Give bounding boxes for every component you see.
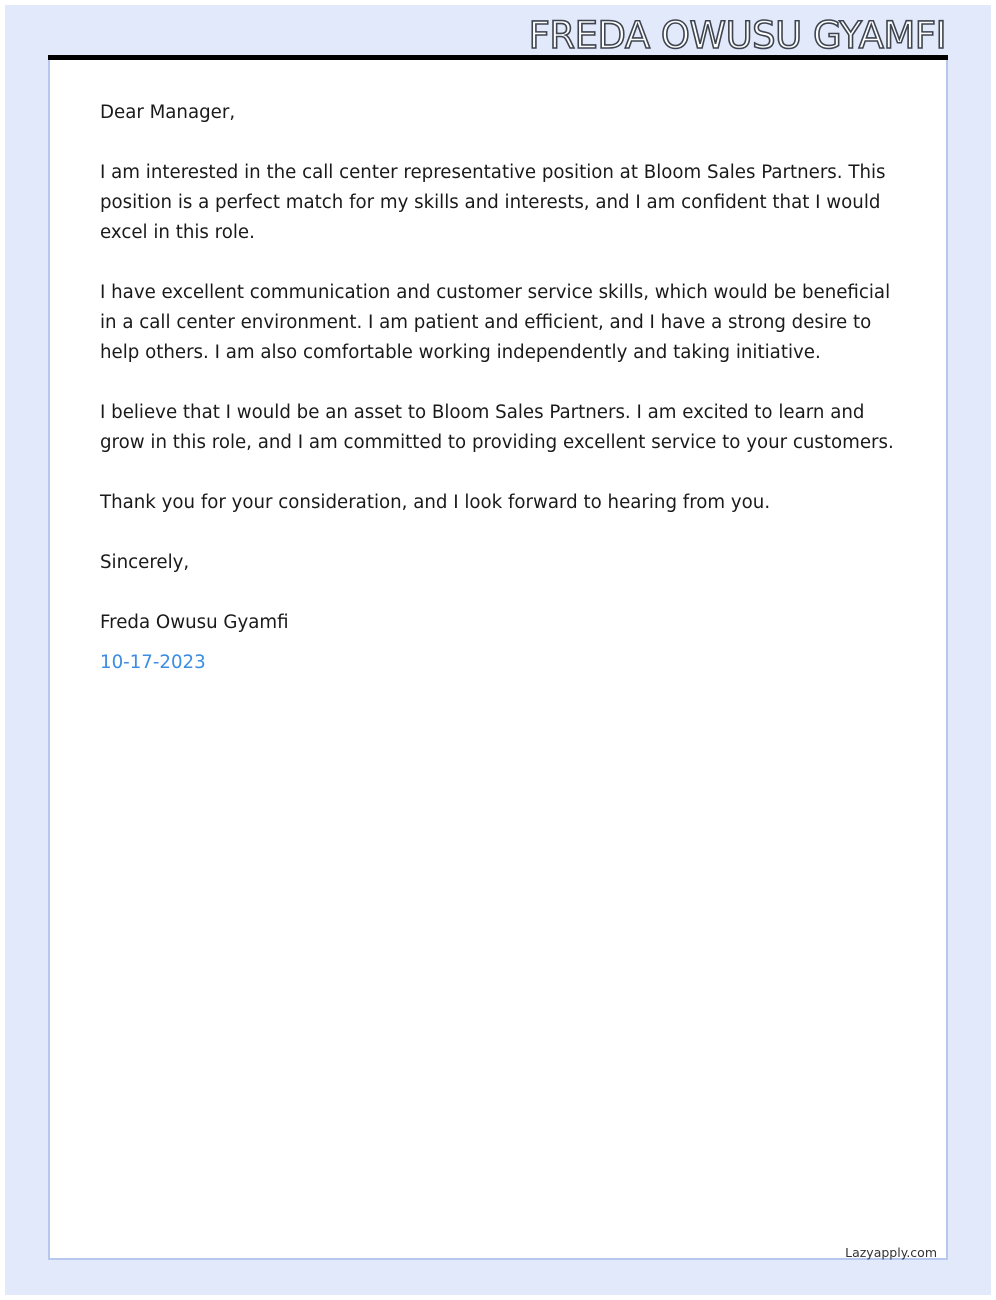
letter-paragraph: Thank you for your consideration, and I look forward to hearing from you.	[100, 492, 771, 513]
letter-closing: Sincerely,	[100, 552, 190, 573]
letter-signature: Freda Owusu Gyamfi	[100, 612, 289, 633]
letter-greeting: Dear Manager,	[100, 102, 236, 123]
applicant-name-heading: FREDA OWUSU GYAMFI	[528, 14, 946, 57]
letter-paragraph: I have excellent communication and customer service skills, which would be beneficial in a call center environment. I am patient and efficient, and I have a strong desire to help others. I am also comfortable working independently and taking initiative.	[100, 282, 891, 363]
footer-watermark: Lazyapply.com	[845, 1245, 937, 1260]
letter-paragraph: I believe that I would be an asset to Bloom Sales Partners. I am excited to learn and grow in this role, and I am committed to providing excellent service to your customers.	[100, 402, 894, 453]
cover-letter-body	[100, 98, 900, 678]
letter-date: 10-17-2023	[100, 652, 206, 673]
letter-paragraph: I am interested in the call center representative position at Bloom Sales Partners. This position is a perfect match for my skills and interests, and I am confident that I would excel in this role.	[100, 162, 886, 243]
